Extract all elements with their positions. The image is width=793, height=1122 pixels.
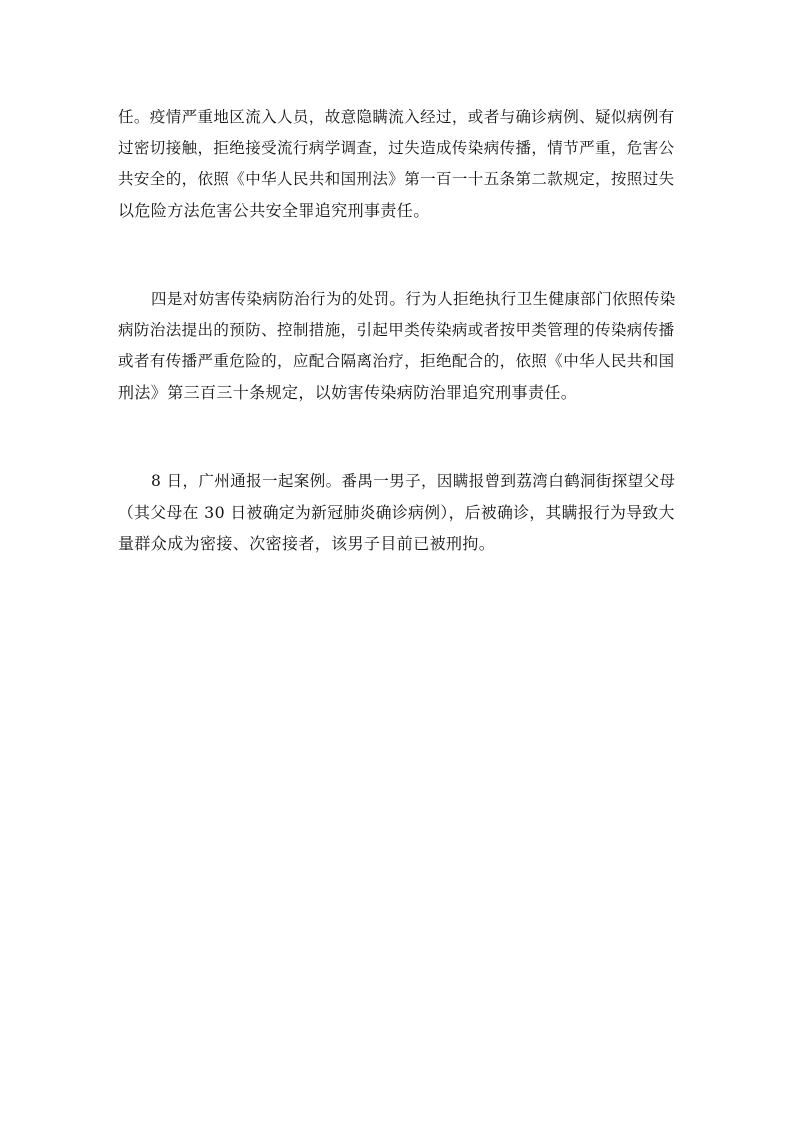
text-line: 或者有传播严重危险的，应配合隔离治疗，拒绝配合的，依照《中华人民共和国: [118, 352, 675, 370]
paragraph-criminal-liability-continued: [118, 102, 678, 226]
text-line: （其父母在 30 日被确定为新冠肺炎确诊病例），后被确诊，其瞒报行为导致大: [118, 503, 675, 522]
text-line: 病防治法提出的预防、控制措施，引起甲类传染病或者按甲类管理的传染病传播: [118, 321, 675, 339]
paragraph-guangzhou-case: [118, 466, 678, 559]
text-line: 四是对妨害传染病防治行为的处罚。行为人拒绝执行卫生健康部门依照传染: [151, 290, 676, 308]
text-line: 8 日，广州通报一起案例。番禺一男子，因瞒报曾到荔湾白鹤洞街探望父母: [151, 472, 676, 490]
text-line: 过密切接触，拒绝接受流行病学调查，过失造成传染病传播，情节严重，危害公: [118, 139, 675, 157]
text-line: 共安全的，依照《中华人民共和国刑法》第一百一十五条第二款规定，按照过失: [118, 170, 675, 188]
text-line: 任。疫情严重地区流入人员，故意隐瞒流入经过，或者与确诊病例、疑似病例有: [118, 108, 675, 126]
paragraph-obstruction-penalty: [118, 284, 678, 408]
text-line: 以危险方法危害公共安全罪追究刑事责任。: [118, 201, 430, 220]
text-line: 刑法》第三百三十条规定，以妨害传染病防治罪追究刑事责任。: [118, 383, 578, 402]
text-line: 量群众成为密接、次密接者，该男子目前已被刑拘。: [118, 534, 496, 553]
